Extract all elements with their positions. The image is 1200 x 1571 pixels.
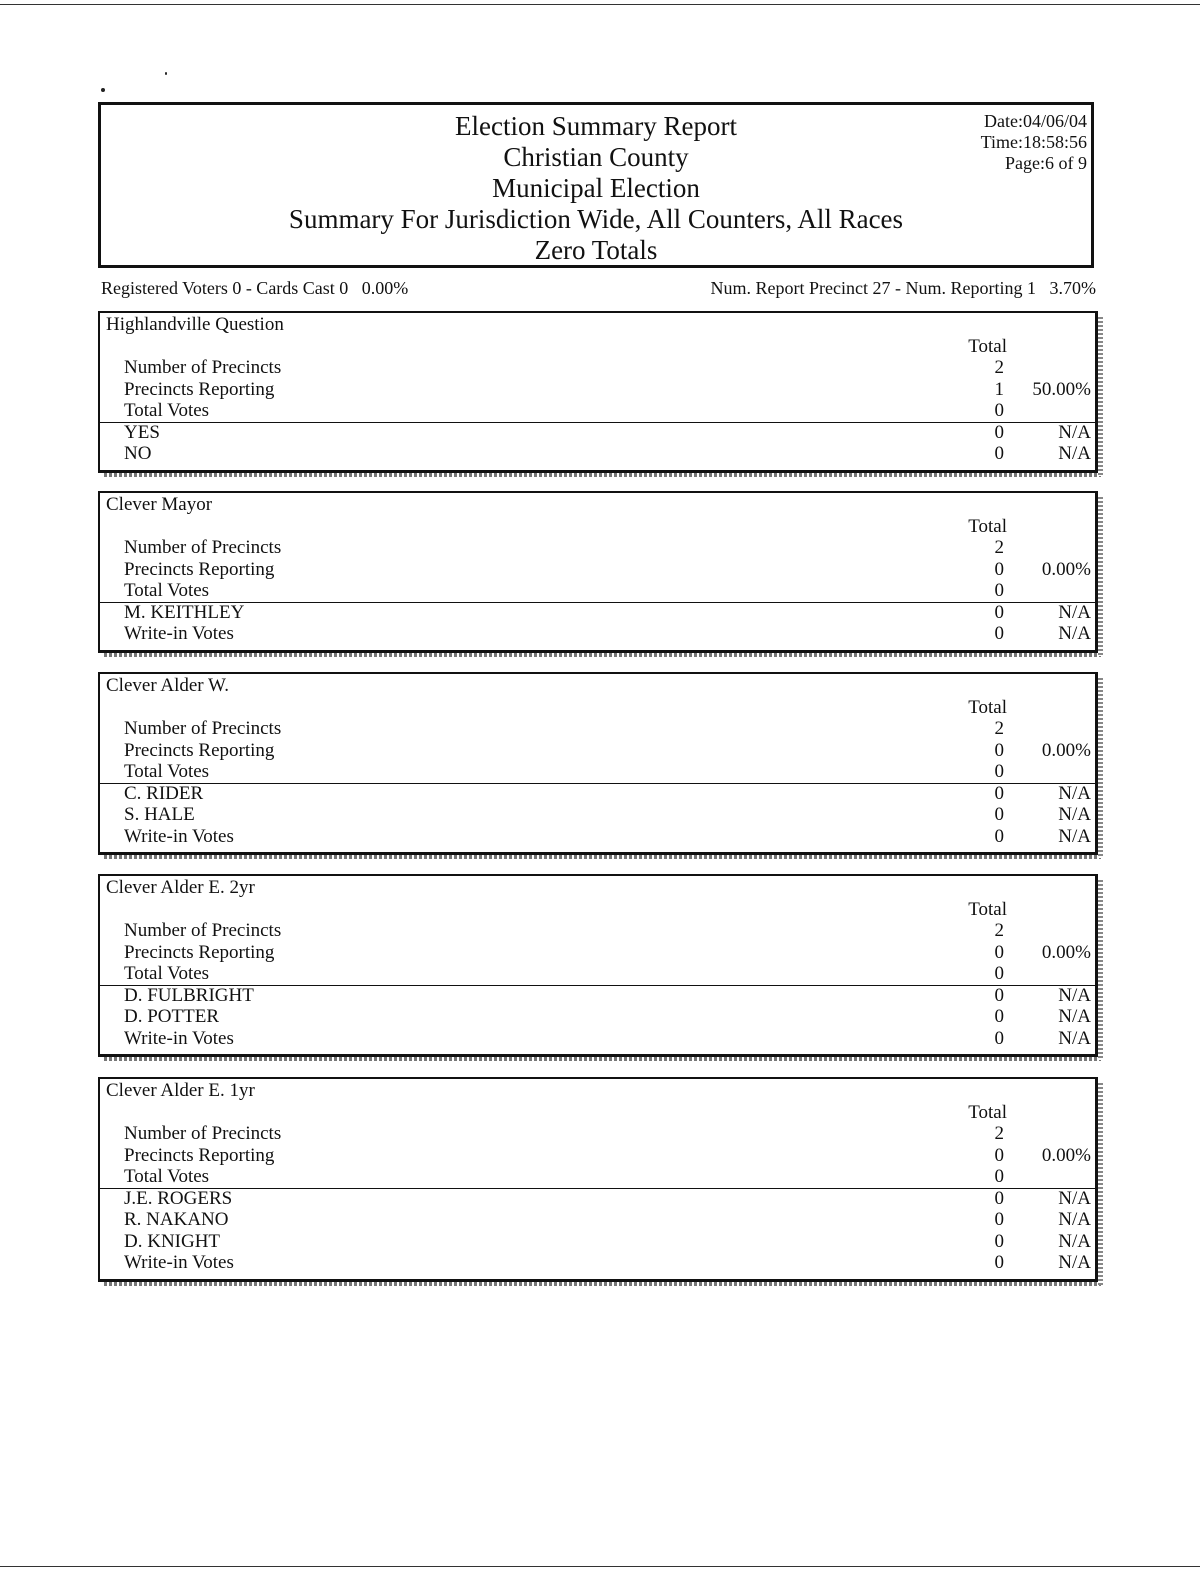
total-column-header: Total [968,1102,1007,1123]
stat-row [100,537,1095,559]
row-label: Write-in Votes [124,1027,234,1049]
row-percent: N/A [1058,825,1091,847]
row-percent: 0.00% [1041,558,1091,580]
row-total: 2 [994,718,1004,739]
row-percent: 0.00% [1041,941,1091,963]
row-percent: N/A [1058,984,1091,1006]
choice-row [100,826,1095,848]
row-percent: N/A [1058,1230,1091,1252]
race-title: Clever Mayor [106,494,213,515]
row-total: 0 [994,1027,1004,1049]
total-column-header: Total [968,899,1007,920]
row-label: D. POTTER [124,1006,219,1027]
row-percent: N/A [1058,421,1091,443]
row-total: 0 [994,1166,1004,1187]
choice-row [100,783,1095,805]
election-name: Municipal Election [492,173,700,203]
row-total: 0 [994,941,1004,963]
row-percent: 0.00% [1041,739,1091,761]
row-label: Total Votes [124,400,210,421]
row-total: 0 [994,1187,1004,1209]
row-label: Write-in Votes [124,623,234,644]
row-total: 0 [994,984,1004,1006]
row-label: D. FULBRIGHT [124,984,254,1006]
row-total: 0 [994,1209,1004,1230]
row-total: 0 [994,804,1004,825]
choice-row [100,443,1095,465]
choice-row [100,1006,1095,1028]
stat-row [100,559,1095,581]
row-total: 0 [994,443,1004,464]
row-label: Total Votes [124,963,210,984]
row-label: Precincts Reporting [124,1144,275,1166]
scan-top-edge [0,4,1200,5]
row-total: 2 [994,537,1004,558]
scan-speck [165,72,167,75]
stat-row [100,761,1095,783]
race-box [98,874,1098,1057]
scan-bottom-edge [0,1566,1200,1567]
row-total: 1 [994,378,1004,400]
row-percent: N/A [1058,1209,1091,1230]
row-label: Write-in Votes [124,1252,234,1273]
stat-row [100,400,1095,422]
report-title-block [101,111,1091,266]
row-percent: N/A [1058,1027,1091,1049]
stat-row [100,580,1095,602]
stat-row [100,963,1095,985]
row-label: C. RIDER [124,782,204,804]
scan-speck [101,88,105,92]
total-column-header: Total [968,516,1007,537]
row-total: 0 [994,421,1004,443]
stat-row [100,357,1095,379]
row-total: 2 [994,920,1004,941]
race-title: Highlandville Question [106,314,284,335]
row-total: 0 [994,825,1004,847]
report-title: Election Summary Report [455,111,737,141]
row-label: Number of Precincts [124,718,282,739]
row-total: 0 [994,1230,1004,1252]
county-name: Christian County [503,142,689,172]
row-total: 2 [994,357,1004,378]
row-total: 0 [994,400,1004,421]
totals-type: Zero Totals [534,235,658,265]
row-percent: N/A [1058,782,1091,804]
row-total: 0 [994,1006,1004,1027]
row-label: YES [124,421,160,443]
row-percent: N/A [1058,1187,1091,1209]
choice-row [100,1209,1095,1231]
report-header [98,102,1094,268]
stat-row [100,1123,1095,1145]
row-label: Number of Precincts [124,357,282,378]
row-label: Number of Precincts [124,1123,282,1144]
choice-row [100,1252,1095,1274]
row-label: Precincts Reporting [124,739,275,761]
page-number: Page:6 of 9 [1005,153,1087,173]
stat-row [100,718,1095,740]
row-total: 0 [994,623,1004,644]
precinct-reporting-summary: Num. Report Precinct 27 - Num. Reporting 1 3.70% [710,278,1096,298]
summary-scope: Summary For Jurisdiction Wide, All Counters, All Races [288,204,904,234]
total-column-header: Total [968,336,1007,357]
row-percent: 50.00% [1032,378,1091,400]
race-box [98,491,1098,653]
row-label: J.E. ROGERS [124,1187,233,1209]
registered-voters-summary: Registered Voters 0 - Cards Cast 0 0.00% [101,278,409,298]
row-label: Precincts Reporting [124,558,275,580]
row-percent: N/A [1058,1252,1091,1273]
race-title: Clever Alder W. [106,675,229,696]
row-total: 0 [994,601,1004,623]
choice-row [100,1188,1095,1210]
race-title: Clever Alder E. 2yr [106,877,255,898]
race-box [98,1077,1098,1282]
row-total: 0 [994,558,1004,580]
row-label: Precincts Reporting [124,378,275,400]
row-label: M. KEITHLEY [124,601,245,623]
row-label: S. HALE [124,804,195,825]
row-label: Total Votes [124,761,210,782]
row-label: Precincts Reporting [124,941,275,963]
race-box [98,672,1098,855]
stat-row [100,740,1095,762]
total-column-header: Total [968,697,1007,718]
stat-row [100,920,1095,942]
row-total: 0 [994,1252,1004,1273]
row-label: D. KNIGHT [124,1230,221,1252]
row-label: Number of Precincts [124,920,282,941]
row-label: Total Votes [124,580,210,601]
row-label: Number of Precincts [124,537,282,558]
row-total: 0 [994,580,1004,601]
row-label: Total Votes [124,1166,210,1187]
choice-row [100,985,1095,1007]
race-box [98,311,1098,473]
choice-row [100,1231,1095,1253]
row-percent: N/A [1058,443,1091,464]
report-meta [981,111,1087,174]
row-percent: N/A [1058,804,1091,825]
row-total: 2 [994,1123,1004,1144]
row-total: 0 [994,761,1004,782]
row-percent: 0.00% [1041,1144,1091,1166]
row-label: Write-in Votes [124,825,234,847]
row-total: 0 [994,963,1004,984]
choice-row [100,602,1095,624]
row-label: R. NAKANO [124,1209,229,1230]
stat-row [100,379,1095,401]
stat-row [100,1145,1095,1167]
choice-row [100,1028,1095,1050]
choice-row [100,623,1095,645]
row-total: 0 [994,739,1004,761]
row-percent: N/A [1058,623,1091,644]
row-total: 0 [994,1144,1004,1166]
row-total: 0 [994,782,1004,804]
stat-row [100,942,1095,964]
choice-row [100,804,1095,826]
report-date: Date:04/06/04 [984,111,1087,131]
stat-row [100,1166,1095,1188]
row-percent: N/A [1058,601,1091,623]
race-title: Clever Alder E. 1yr [106,1080,255,1101]
report-time: Time:18:58:56 [980,132,1087,152]
row-percent: N/A [1058,1006,1091,1027]
choice-row [100,422,1095,444]
row-label: NO [124,443,152,464]
